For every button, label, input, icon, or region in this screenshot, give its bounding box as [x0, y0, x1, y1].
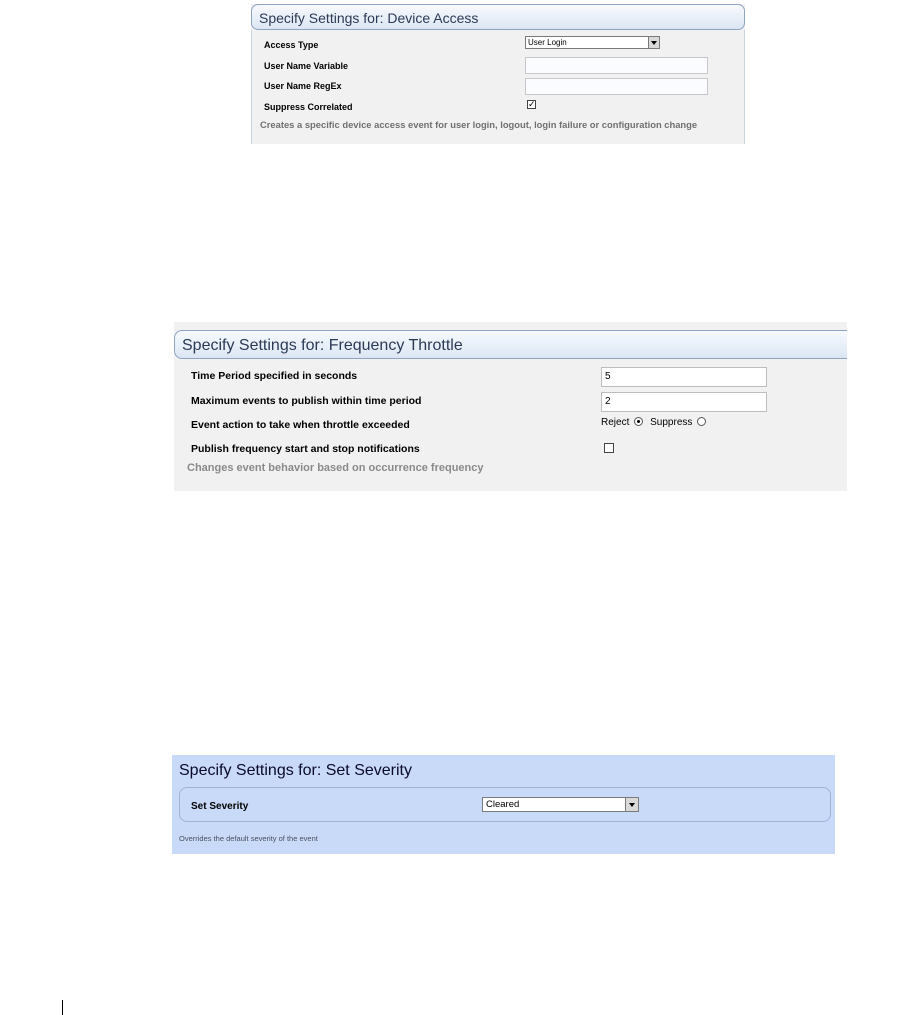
set-severity-description: Overrides the default severity of the event [179, 834, 318, 843]
set-severity-panel [172, 755, 835, 854]
time-period-input[interactable]: 5 [601, 367, 767, 387]
page-margin-line [62, 1000, 63, 1015]
suppress-correlated-label: Suppress Correlated [264, 102, 353, 112]
frequency-throttle-description: Changes event behavior based on occurrence frequency [187, 462, 484, 474]
set-severity-title: Specify Settings for: Set Severity [179, 762, 412, 779]
suppress-correlated-checkbox[interactable] [527, 100, 536, 109]
access-type-select[interactable] [525, 36, 660, 49]
event-action-radio-group [601, 417, 710, 428]
frequency-throttle-header [174, 330, 847, 359]
set-severity-value: Cleared [486, 799, 520, 810]
max-events-input[interactable]: 2 [601, 392, 767, 412]
chevron-down-icon[interactable] [625, 798, 638, 811]
max-events-label: Maximum events to publish within time period [191, 395, 422, 407]
device-access-title: Specify Settings for: Device Access [259, 10, 479, 26]
chevron-down-icon[interactable] [648, 37, 659, 48]
user-name-variable-label: User Name Variable [264, 61, 349, 71]
frequency-throttle-title: Specify Settings for: Frequency Throttle [182, 337, 463, 354]
user-name-regex-input[interactable] [525, 78, 708, 95]
time-period-label: Time Period specified in seconds [191, 370, 358, 382]
access-type-value: User Login [528, 38, 567, 47]
suppress-radio[interactable] [697, 417, 706, 426]
access-type-label: Access Type [264, 40, 319, 50]
publish-notifications-label: Publish frequency start and stop notifications [191, 443, 420, 455]
user-name-variable-input[interactable] [525, 57, 708, 74]
device-access-description: Creates a specific device access event for user login, logout, login failure or configuration change [260, 119, 698, 130]
reject-radio[interactable] [634, 417, 643, 426]
frequency-throttle-panel [174, 322, 847, 491]
checkmark-icon: ✓ [528, 99, 536, 109]
set-severity-select[interactable] [482, 797, 639, 812]
device-access-header [251, 4, 745, 30]
publish-notifications-checkbox[interactable] [604, 443, 614, 453]
suppress-label: Suppress [650, 417, 693, 428]
set-severity-row [179, 787, 831, 822]
user-name-regex-label: User Name RegEx [264, 81, 342, 91]
device-access-panel [251, 4, 745, 144]
set-severity-label: Set Severity [191, 801, 249, 812]
reject-label: Reject [601, 417, 630, 428]
event-action-label: Event action to take when throttle exceeded [191, 419, 410, 431]
